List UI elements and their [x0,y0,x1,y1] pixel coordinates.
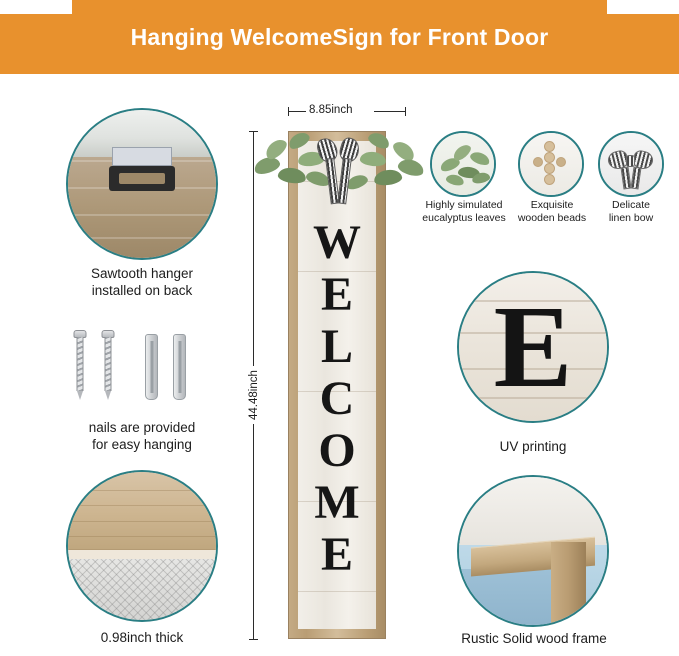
sawtooth-caption-line2: installed on back [91,283,193,298]
board-grain [298,181,376,182]
sawtooth-hanger-photo [66,108,218,260]
welcome-sign-frame [288,131,386,639]
nails-caption-line2: for easy hanging [92,437,192,452]
white-board [459,477,607,545]
bead [544,152,555,163]
bead [544,174,555,185]
uv-printing-photo [457,271,609,423]
hanger-opening [119,173,166,185]
screw-shaft [105,337,112,391]
wood-grain [68,490,216,491]
wall-anchor-2 [173,334,186,400]
wall-stripe [68,237,216,239]
thickness-photo [66,470,218,622]
screw-1 [72,330,88,402]
welcome-letter: E [320,528,353,581]
leaf [396,157,425,179]
wall-anchor-1 [145,334,158,400]
beads-caption-line1: Exquisite [530,199,574,211]
width-dim-cap-left [288,107,289,116]
uv-printing-caption: UV printing [499,439,567,454]
welcome-letter: E [320,268,353,321]
board-grain [298,591,376,592]
bead [544,141,555,152]
sawtooth-caption-line1: Sawtooth hanger [90,266,194,281]
wood-face [68,472,216,549]
height-dim-cap-bottom [249,639,258,640]
leaf [252,154,281,176]
welcome-letter: L [320,320,353,373]
bead [544,163,555,174]
bow-knot [626,155,635,167]
welcome-letter: M [314,476,360,529]
height-dim-line-bottom [253,424,254,639]
height-dim-cap-top [249,131,258,132]
eucalyptus-leaves-photo [430,131,496,197]
linen-bow-photo [598,131,664,197]
header-notch-left [0,0,72,14]
width-label: 8.85inch [306,104,355,116]
screw-tip [105,391,111,400]
header-banner [0,0,679,74]
welcome-sign-board [298,141,376,629]
eucalyptus-caption-line2: eucalyptus leaves [422,212,506,224]
leaf [262,136,289,162]
leaf [390,138,417,164]
thickness-caption: 0.98inch thick [100,630,184,645]
page-title: Hanging WelcomeSign for Front Door [130,23,549,50]
welcome-letter: C [319,372,355,425]
welcome-letter: O [318,424,356,477]
uv-letter: E [493,281,573,412]
rustic-frame-photo [457,475,609,627]
width-dim-line-right [374,111,406,112]
shadow-area [459,569,557,625]
screw-tip [77,391,83,400]
frame-caption: Rustic Solid wood frame [461,631,607,646]
frame-rail-vertical [551,542,587,625]
bead [533,157,543,167]
nails-caption-line1: nails are provided [88,420,196,435]
welcome-letter: W [313,216,361,269]
anchor-slot [150,341,153,393]
wood-grain [68,536,216,537]
bow-caption-line2: linen bow [608,212,654,224]
height-dim-line-top [253,131,254,366]
bead [556,157,566,167]
wood-grain [68,521,216,522]
sawtooth-hanger-icon [109,166,174,191]
screw-shaft [77,337,84,391]
width-dim-cap-right [405,107,406,116]
wall-stripe [68,214,216,216]
screw-2 [100,330,116,402]
wood-grain [68,505,216,506]
height-label: 44.48inch [248,370,260,420]
header-notch-right [607,0,679,14]
hanger-plate [112,147,171,166]
beads-caption-line2: wooden beads [517,212,587,224]
bow-caption-line1: Delicate [612,199,650,211]
anchor-slot [178,341,181,393]
mesh-background [68,559,216,620]
eucalyptus-caption-line1: Highly simulated [425,199,503,211]
welcome-text [298,217,376,581]
wooden-beads-photo [518,131,584,197]
